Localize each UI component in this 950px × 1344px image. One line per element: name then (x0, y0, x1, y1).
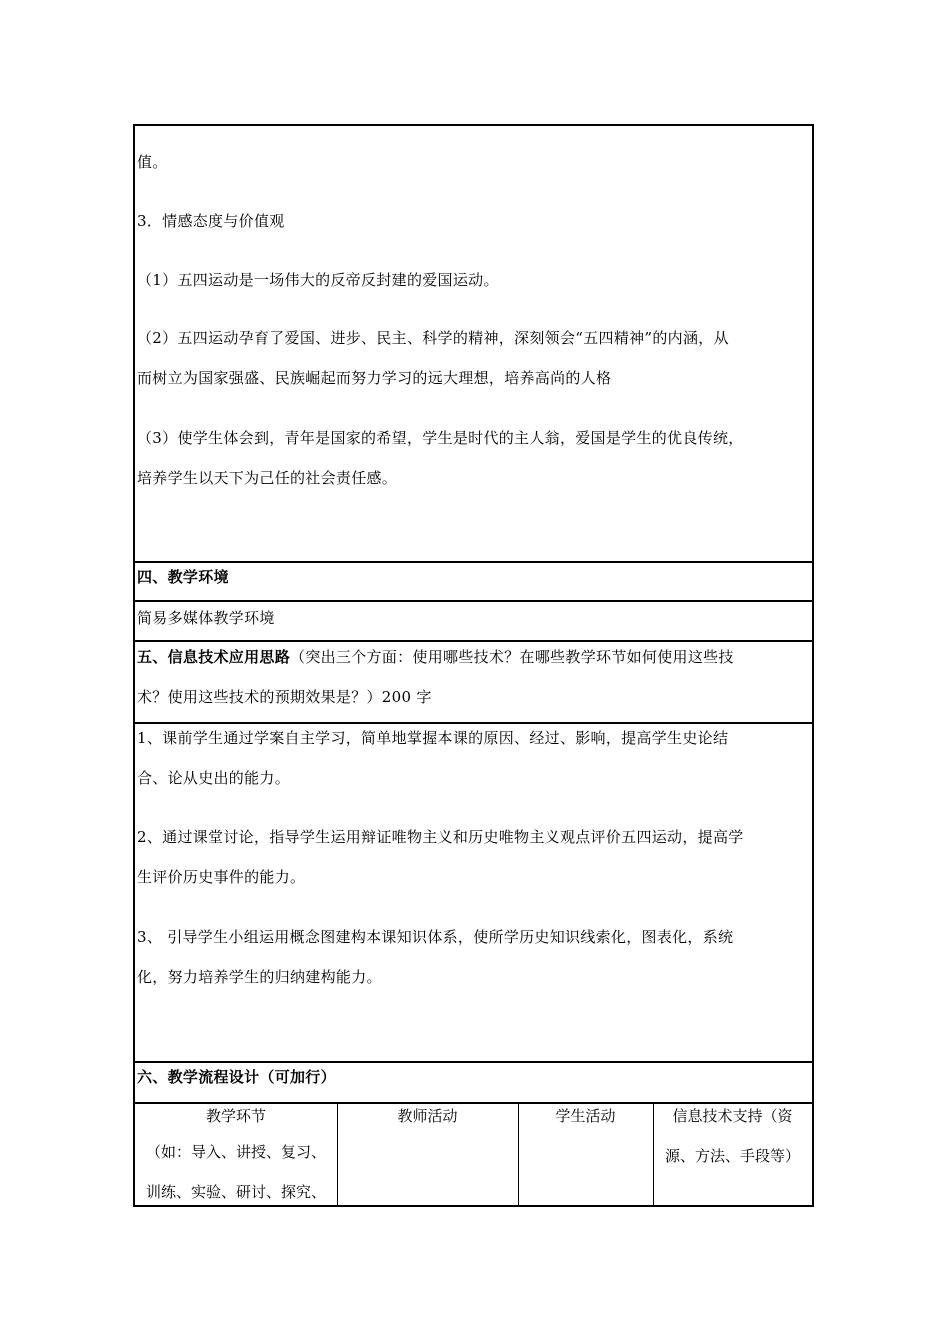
section5-heading-title: 五、信息技术应用思路 (137, 648, 291, 666)
section5-p1-line2: 合、论从史出的能力。 (137, 769, 291, 787)
col-stage-header-line3: 训练、实验、研讨、探究、 (145, 1183, 326, 1201)
section3-item2-line2: 而树立为国家强盛、民族崛起而努力学习的远大理想，培养高尚的人格 (137, 369, 612, 387)
row-divider (135, 722, 812, 724)
col-student-header: 学生活动 (555, 1107, 616, 1125)
section6-heading: 六、教学流程设计（可加行） (137, 1068, 336, 1086)
lesson-plan-table (133, 124, 814, 1207)
section4-content: 简易多媒体教学环境 (137, 609, 275, 627)
section3-item2-line1: （2）五四运动孕育了爱国、进步、民主、科学的精神，深刻领会“五四精神”的内涵，从 (137, 329, 729, 347)
section3-heading: 3．情感态度与价值观 (137, 212, 285, 230)
section4-heading: 四、教学环境 (137, 568, 229, 586)
section3-continuation: 值。 (137, 153, 168, 171)
section3-item3-line2: 培养学生以天下为己任的社会责任感。 (137, 469, 398, 487)
section5-heading-note-line2: 术？使用这些技术的预期效果是？）200 字 (137, 688, 432, 706)
col-stage-header-line1: 教学环节 (205, 1107, 266, 1125)
row-divider (135, 1102, 812, 1104)
row-divider (135, 561, 812, 563)
row-divider (135, 1061, 812, 1063)
col-stage-header-line2: （如：导入、讲授、复习、 (145, 1143, 326, 1161)
section5-heading (137, 647, 734, 667)
section5-heading-note-line1: （突出三个方面：使用哪些技术？在哪些教学环节如何使用这些技 (290, 648, 734, 666)
row-divider (135, 600, 812, 602)
col-it-support-header-line1: 信息技术支持（资 (672, 1107, 793, 1125)
section5-p3-line2: 化，努力培养学生的归纳建构能力。 (137, 968, 382, 986)
section3-item3-line1: （3）使学生体会到，青年是国家的希望，学生是时代的主人翁，爱国是学生的优良传统， (137, 429, 744, 447)
section5-p1-line1: 1、课前学生通过学案自主学习，简单地掌握本课的原因、经过、影响，提高学生史论结 (137, 729, 729, 747)
col-teacher-header: 教师活动 (397, 1107, 458, 1125)
section5-p3-line1: 3、 引导学生小组运用概念图建构本课知识体系，使所学历史知识线索化，图表化，系统 (137, 928, 734, 946)
section5-p2-line1: 2、通过课堂讨论，指导学生运用辩证唯物主义和历史唯物主义观点评价五四运动，提高学 (137, 828, 744, 846)
col-it-support-header-line2: 源、方法、手段等） (664, 1147, 800, 1165)
section5-p2-line2: 生评价历史事件的能力。 (137, 868, 306, 886)
row-divider (135, 640, 812, 642)
section3-item1: （1）五四运动是一场伟大的反帝反封建的爱国运动。 (137, 271, 499, 289)
